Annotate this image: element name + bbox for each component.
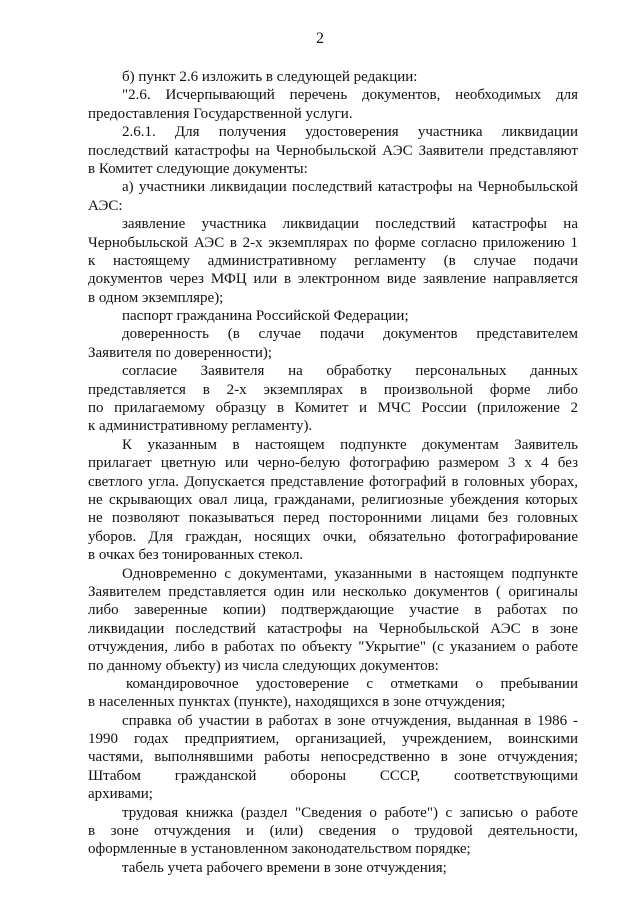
text-line: в Комитет следующие документы: — [88, 160, 308, 177]
text-line: командировочное удостоверение с отметками о пребывании — [126, 675, 578, 692]
text-line: уборов. Для граждан, носящих очки, обязательно фотографирование — [88, 528, 578, 545]
text-line: заявление участника ликвидации последствий катастрофы на — [122, 216, 578, 233]
text-line: Заявителя по доверенности); — [88, 344, 273, 361]
text-line: табель учета рабочего времени в зоне отчуждения; — [122, 859, 447, 876]
text-line: а) участники ликвидации последствий катастрофы на Чернобыльской — [122, 179, 578, 196]
text-line: АЭС: — [88, 197, 123, 214]
text-line: оформленные в установленном законодательством порядке; — [88, 841, 471, 858]
text-line: предоставления Государственной услуги. — [88, 105, 353, 122]
text-line: справка об участии в работах в зоне отчуждения, выданная в 1986 - — [122, 712, 578, 729]
text-line: по данному объекту) из числа следующих документов: — [88, 657, 439, 674]
text-line: 1990 годах предприятием, организацией, учреждением, воинскими — [88, 731, 578, 748]
text-line: в зоне отчуждения и (или) сведения о трудовой деятельности, — [88, 823, 578, 840]
page-number: 2 — [316, 30, 324, 47]
text-line: в одном экземпляре); — [88, 289, 224, 306]
text-line: к настоящему административному регламенту (в случае подачи — [88, 252, 578, 269]
text-line: не скрывающих овал лица, гражданами, религиозные убеждения которых — [88, 491, 578, 508]
text-line: б) пункт 2.6 изложить в следующей редакции: — [122, 69, 418, 85]
text-line: "2.6. Исчерпывающий перечень документов, необходимых для — [122, 87, 578, 104]
text-line: доверенность (в случае подачи документов представителем — [122, 326, 578, 343]
text-line: в очках без тонированных стекол. — [88, 547, 304, 564]
text-line: последствий катастрофы на Чернобыльской АЭС Заявители представляют — [88, 142, 578, 159]
text-line: 2.6.1. Для получения удостоверения участника ликвидации — [122, 124, 578, 141]
text-line: Одновременно с документами, указанными в настоящем подпункте — [122, 565, 578, 582]
text-line: паспорт гражданина Российской Федерации; — [122, 308, 409, 325]
text-line: ликвидации последствий катастрофы на Чернобыльской АЭС в зоне — [88, 620, 578, 637]
text-line: светлого угла. Допускается представление фотографий в головных уборах, — [88, 473, 578, 490]
text-line: по прилагаемому образцу в Комитет и МЧС России (приложение 2 — [88, 400, 578, 417]
text-line: частями, выполнявшими работы непосредственно в зоне отчуждения; — [88, 749, 578, 766]
text-line: Чернобыльской АЭС в 2-х экземплярах по форме согласно приложению 1 — [88, 234, 578, 251]
text-line: к административному регламенту). — [88, 418, 313, 435]
text-line: в населенных пунктах (пункте), находящихся в зоне отчуждения; — [88, 694, 506, 711]
text-line: не позволяют показываться перед посторонними лицами без головных — [88, 510, 578, 527]
text-line: документов через МФЦ или в электронном виде заявление направляется — [88, 271, 578, 288]
text-line: Штабом гражданской обороны СССР, соответствующими — [88, 767, 578, 784]
text-line: трудовая книжка (раздел "Сведения о работе") с записью о работе — [122, 804, 578, 821]
text-line: Заявителем представляется один или несколько документов ( оригиналы — [88, 583, 578, 600]
document-body — [88, 68, 578, 877]
text-line: отчуждения, либо в работах по объекту "Укрытие" (с указанием о работе — [88, 639, 578, 656]
text-line: К указанным в настоящем подпункте документам Заявитель — [122, 436, 578, 453]
text-line: либо заверенные копии) подтверждающие участие в работах по — [88, 602, 578, 619]
text-line: представляется в 2-х экземплярах в произвольной форме либо — [88, 381, 578, 398]
text-line: согласие Заявителя на обработку персональных данных — [122, 363, 578, 380]
text-line: архивами; — [88, 786, 153, 803]
text-line: прилагает цветную или черно-белую фотографию размером 3 х 4 без — [88, 455, 578, 472]
